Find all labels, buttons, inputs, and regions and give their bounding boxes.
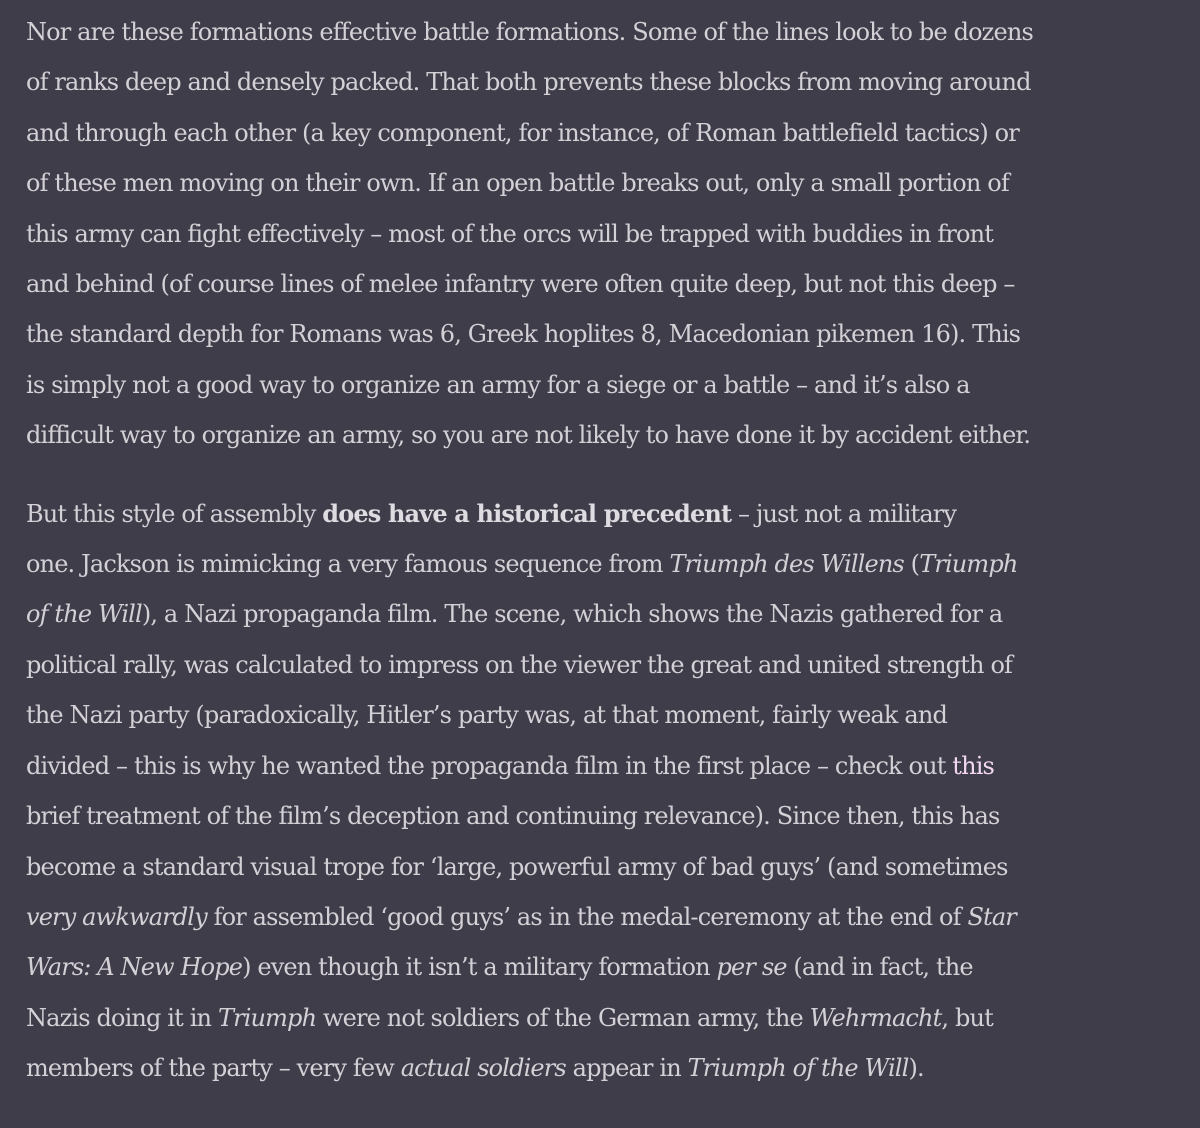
bold-emphasis: does have a historical precedent [322, 498, 732, 528]
latin-phrase: per se [716, 953, 787, 982]
text-line [26, 640, 1196, 690]
text-run: – just not a military [731, 499, 957, 528]
text-line [26, 108, 1196, 158]
text-run: this army can fight effectively – most of the orcs will be trapped with buddies in front [26, 219, 994, 248]
text-line [26, 741, 1196, 791]
text-run: ). [908, 1054, 924, 1083]
text-run: ), a Nazi propaganda film. The scene, which shows the Nazis gathered for a [141, 600, 1003, 629]
text-run: Nor are these formations effective battle formations. Some of the lines look to be dozens [26, 18, 1033, 46]
german-term: Wehrmacht [809, 1003, 942, 1032]
text-line [26, 993, 1196, 1043]
text-run: , but [941, 1003, 993, 1032]
text-run: brief treatment of the film’s deception and continuing relevance). Since then, this has [26, 802, 1000, 831]
text-line [26, 791, 1196, 841]
text-run: members of the party – very few [26, 1054, 401, 1083]
film-title-part: Star [967, 902, 1016, 931]
text-run: (and in fact, the [786, 953, 973, 982]
text-line [26, 7, 1196, 57]
text-run: and behind (of course lines of melee infantry were often quite deep, but not this deep – [26, 270, 1015, 299]
text-line [26, 842, 1196, 892]
text-line [26, 589, 1196, 639]
italic-emphasis: very awkwardly [26, 902, 207, 931]
text-run: is simply not a good way to organize an army for a siege or a battle – and it’s also a [26, 370, 970, 399]
text-line [26, 360, 1196, 410]
text-line [26, 539, 1196, 589]
text-run: the standard depth for Romans was 6, Greek hoplites 8, Macedonian pikemen 16). This [26, 320, 1021, 349]
text-run: one. Jackson is mimicking a very famous sequence from [26, 550, 670, 579]
film-title-english: Triumph of the Will [687, 1054, 909, 1083]
text-run: ) even though it isn’t a military formation [242, 953, 717, 982]
article-body [26, 0, 1196, 1094]
text-run: become a standard visual trope for ‘large, powerful army of bad guys’ (and sometimes [26, 852, 1008, 881]
text-line [26, 489, 1196, 539]
paragraph-formations [26, 0, 1196, 461]
this-link[interactable]: this [952, 751, 994, 780]
film-title-part: Wars: A New Hope [26, 953, 243, 982]
text-run: for assembled ‘good guys’ as in the medal-ceremony at the end of [206, 902, 968, 931]
film-title-english-part: of the Will [26, 600, 142, 629]
text-run: appear in [565, 1054, 688, 1083]
text-line [26, 209, 1196, 259]
text-line [26, 942, 1196, 992]
text-line [26, 1043, 1196, 1093]
text-line [26, 410, 1196, 460]
text-run: Nazis doing it in [26, 1003, 218, 1032]
text-run: and through each other (a key component, for instance, of Roman battlefield tactics) or [26, 118, 1019, 147]
text-run: of these men moving on their own. If an open battle breaks out, only a small portion of [26, 169, 1009, 198]
text-run: the Nazi party (paradoxically, Hitler’s party was, at that moment, fairly weak and [26, 701, 947, 730]
text-line [26, 259, 1196, 309]
italic-emphasis: actual soldiers [400, 1054, 566, 1083]
film-title-german: Triumph des Willens [669, 550, 904, 579]
text-run: difficult way to organize an army, so you are not likely to have done it by accident either. [26, 421, 1031, 450]
text-run: But this style of assembly [26, 499, 323, 528]
text-line [26, 158, 1196, 208]
text-line [26, 892, 1196, 942]
text-run: were not soldiers of the German army, the [316, 1003, 810, 1032]
paragraph-historical-precedent [26, 489, 1196, 1094]
text-line [26, 309, 1196, 359]
text-run: ( [903, 550, 920, 579]
text-line [26, 690, 1196, 740]
text-run: of ranks deep and densely packed. That both prevents these blocks from moving around [26, 68, 1031, 97]
text-line [26, 57, 1196, 107]
text-run: political rally, was calculated to impress on the viewer the great and united strength of [26, 650, 1013, 679]
text-run: divided – this is why he wanted the propaganda film in the first place – check out [26, 751, 953, 780]
film-title-english-part: Triumph [919, 550, 1018, 579]
film-title-short: Triumph [217, 1003, 317, 1032]
